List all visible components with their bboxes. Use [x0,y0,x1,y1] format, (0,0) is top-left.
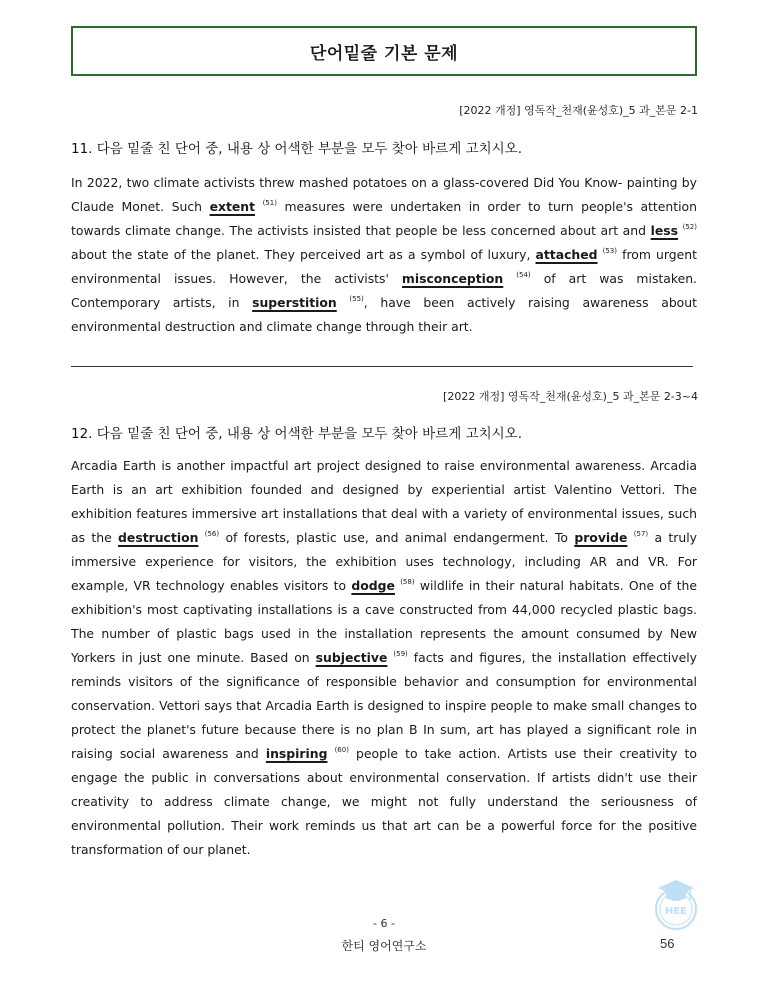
underlined-word-58: dodge [351,578,395,593]
underlined-word-60: inspiring [265,746,328,761]
question-12: 12. 다음 밑줄 친 단어 중, 내용 상 어색한 부분을 모두 찾아 바르게 고치시오. [71,426,522,442]
source-q12: [2022 개정] 영독작_천재(윤성호)_5 과_본문 2-3~4 [443,390,698,403]
passage-text: , have been actively raising awareness about environmental destruction and climate change through their art. [71,295,697,334]
underlined-word-59: subjective [315,650,388,665]
source-q11: [2022 개정] 영독작_천재(윤성호)_5 과_본문 2-1 [459,104,698,117]
page-number: - 6 - [373,917,395,930]
passage-text: measures were undertaken in order to turn people's attention towards climate change. The activists insisted that people be less concerned about art and [71,199,697,238]
underlined-word-56: destruction [118,530,199,545]
passage-text: from urgent environmental issues. However, the activists' [71,247,697,286]
marker-57: (57) [633,530,649,538]
marker-55: (55) [349,295,364,303]
passage-q11 [71,171,697,339]
underlined-word-52: less [650,223,679,238]
title-box [71,26,697,76]
underlined-word-57: provide [574,530,628,545]
marker-56: (56) [204,530,220,538]
passage-text: of art was mistaken. Contemporary artists, in [71,271,697,310]
marker-60: (60) [334,746,349,754]
passage-text: of forests, plastic use, and animal endangerment. To [219,530,575,545]
passage-q12 [71,454,697,862]
marker-51: (51) [262,199,277,207]
marker-53: (53) [602,247,617,255]
institute-name: 한티 영어연구소 [341,939,427,953]
underlined-word-55: superstition [252,295,337,310]
passage-text: facts and figures, the installation effectively reminds visitors of the significance of responsible behavior and consumption for environmental conservation. Vettori says that Arcadia Earth is designed to inspire people to make small changes to protect the planet's future because there is no plan B In sum, art has played a significant role in raising social awareness and [71,650,697,761]
sheet-number: 56 [660,936,675,951]
passage-text: In 2022, two climate activists threw mashed potatoes on a glass-covered Did You Know- painting by Claude Monet. Such [71,175,697,214]
passage-text: a truly immersive experience for visitors, the exhibition uses technology, including AR and VR. For example, VR technology enables visitors to [71,530,697,593]
question-11: 11. 다음 밑줄 친 단어 중, 내용 상 어색한 부분을 모두 찾아 바르게 고치시오. [71,141,522,157]
underlined-word-51: extent [209,199,256,214]
passage-text: wildlife in their natural habitats. One of the exhibition's most captivating installations is a cave constructed from 44,000 recycled plastic bags. The number of plastic bags used in the installation represents the amount consumed by New Yorkers in just one minute. Based on [71,578,697,665]
logo-icon [650,876,702,932]
marker-58: (58) [400,578,415,586]
underlined-word-53: attached [535,247,598,262]
marker-52: (52) [682,223,697,231]
section-divider [71,366,693,367]
marker-54: (54) [516,271,531,279]
page-title: 단어밑줄 기본 문제 [309,43,459,64]
passage-text: Arcadia Earth is another impactful art project designed to raise environmental awareness. Arcadia Earth is an art exhibition founded and designed by experiential artist Valentino Vettori. The exhibition features immersive art installations that deal with a variety of environmental issues, such as the [71,458,697,545]
passage-text: people to take action. Artists use their creativity to engage the public in conversations about environmental conservation. If artists didn't use their creativity to address climate change, we might not fully understand the seriousness of environmental pollution. Their work reminds us that art can be a powerful force for the positive transformation of our planet. [71,746,697,857]
passage-text: about the state of the planet. They perceived art as a symbol of luxury, [71,247,536,262]
underlined-word-54: misconception [401,271,504,286]
marker-59: (59) [393,650,408,658]
logo-text: HEE [664,906,688,917]
